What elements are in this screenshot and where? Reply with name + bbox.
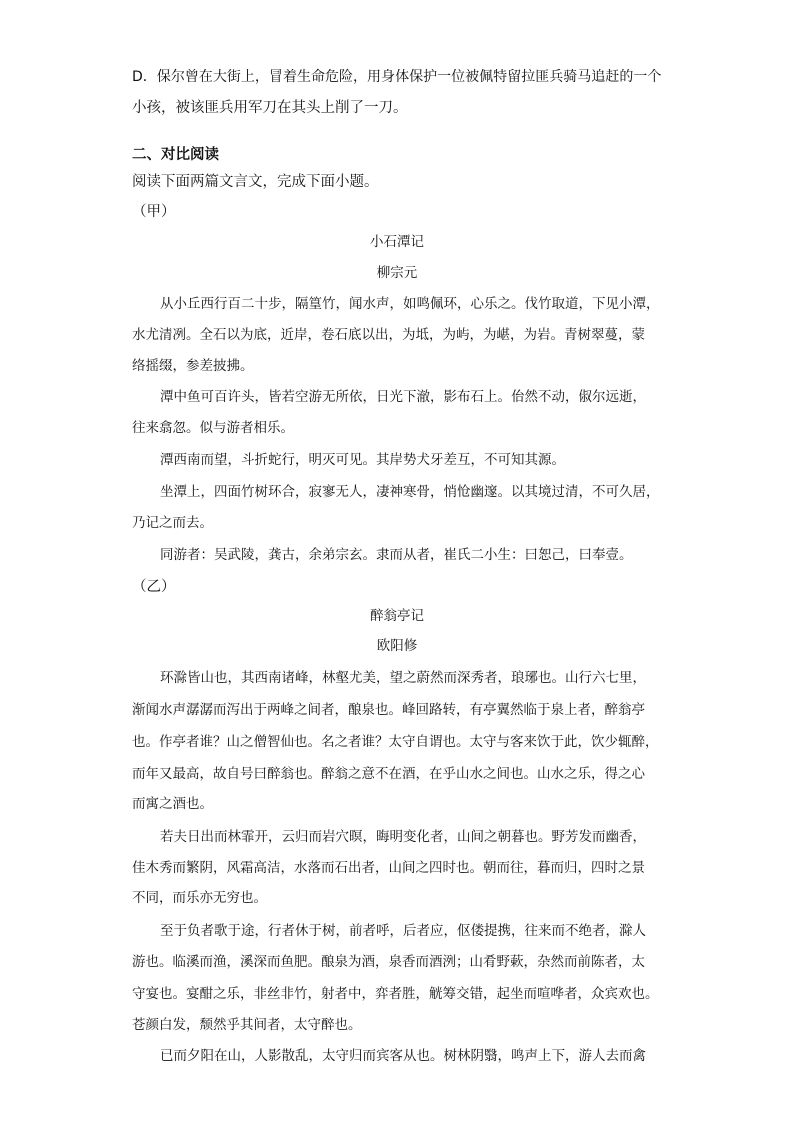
text-a-paragraph-line: 水尤清冽。全石以为底，近岸，卷石底以出，为坻，为屿，为嵁，为岩。青树翠蔓，蒙 [132, 327, 645, 343]
text-a-paragraph-line: 从小丘西行百二十步，隔篁竹，闻水声，如鸣佩环，心乐之。伐竹取道，下见小潭， [160, 296, 660, 312]
text-a-paragraph-line: 潭中鱼可百许头，皆若空游无所依，日光下澈，影布石上。佁然不动，俶尔远逝， [160, 389, 646, 405]
text-a-paragraph-line: 坐潭上，四面竹树环合，寂寥无人，凄神寒骨，悄怆幽邃。以其境过清，不可久居， [160, 484, 660, 500]
text-b-paragraph-line: 游也。临溪而渔，溪深而鱼肥。酿泉为酒，泉香而酒洌；山肴野蔌，杂然而前陈者，太 [132, 954, 645, 970]
text-b-paragraph-line: 渐闻水声潺潺而泻出于两峰之间者，酿泉也。峰回路转，有亭翼然临于泉上者，醉翁亭 [132, 702, 645, 718]
text-b-paragraph-line: 而寓之酒也。 [132, 796, 213, 812]
text-b-paragraph-line: 环滁皆山也，其西南诸峰，林壑尤美，望之蔚然而深秀者，琅琊也。山行六七里， [160, 670, 646, 686]
option-d-line-2: 小孩，被该匪兵用军刀在其头上削了一刀。 [132, 100, 408, 116]
text-b-title: 醉翁亭记 [370, 608, 424, 624]
text-a-paragraph-line: 络摇缀，参差披拂。 [132, 358, 254, 374]
text-a-paragraph-line: 同游者：吴武陵，龚古，余弟宗玄。隶而从者，崔氏二小生：曰恕己，曰奉壹。 [160, 547, 633, 563]
text-a-title: 小石潭记 [370, 234, 424, 250]
text-b-paragraph-line: 已而夕阳在山，人影散乱，太守归而宾客从也。树林阴翳，鸣声上下，游人去而禽 [160, 1048, 646, 1064]
text-a-paragraph-line: 往来翕忽。似与游者相乐。 [132, 420, 294, 436]
section-heading: 二、对比阅读 [132, 147, 219, 163]
text-b-paragraph-line: 苍颜白发，颓然乎其间者，太守醉也。 [132, 1017, 362, 1033]
section-instruction: 阅读下面两篇文言文，完成下面小题。 [132, 174, 379, 190]
text-a-paragraph-line: 乃记之而去。 [132, 515, 213, 531]
text-b-paragraph-line: 不同，而乐亦无穷也。 [132, 890, 267, 906]
text-a-marker: （甲） [132, 204, 176, 220]
text-b-paragraph-line: 佳木秀而繁阴，风霜高洁，水落而石出者，山间之四时也。朝而往，暮而归，四时之景 [132, 860, 645, 876]
text-b-paragraph-line: 也。作亭者谁？山之僧智仙也。名之者谁？太守自谓也。太守与客来饮于此，饮少辄醉， [132, 734, 659, 750]
text-a-paragraph-line: 潭西南而望，斗折蛇行，明灭可见。其岸势犬牙差互，不可知其源。 [160, 452, 565, 468]
text-b-author: 欧阳修 [376, 638, 418, 654]
text-b-paragraph-line: 守宴也。宴酣之乐，非丝非竹，射者中，弈者胜，觥筹交错，起坐而喧哗者，众宾欢也。 [132, 986, 659, 1002]
text-b-paragraph-line: 而年又最高，故自号曰醉翁也。醉翁之意不在酒，在乎山水之间也。山水之乐，得之心 [132, 766, 645, 782]
text-a-author: 柳宗元 [376, 265, 418, 281]
text-b-marker: （乙） [132, 579, 176, 595]
option-d-line-1: D．保尔曾在大街上，冒着生命危险，用身体保护一位被佩特留拉匪兵骑马追赶的一个 [132, 69, 662, 85]
text-b-paragraph-line: 若夫日出而林霏开，云归而岩穴暝，晦明变化者，山间之朝暮也。野芳发而幽香， [160, 829, 646, 845]
text-b-paragraph-line: 至于负者歌于途，行者休于树，前者呼，后者应，伛偻提携，往来而不绝者，滁人 [160, 923, 646, 939]
